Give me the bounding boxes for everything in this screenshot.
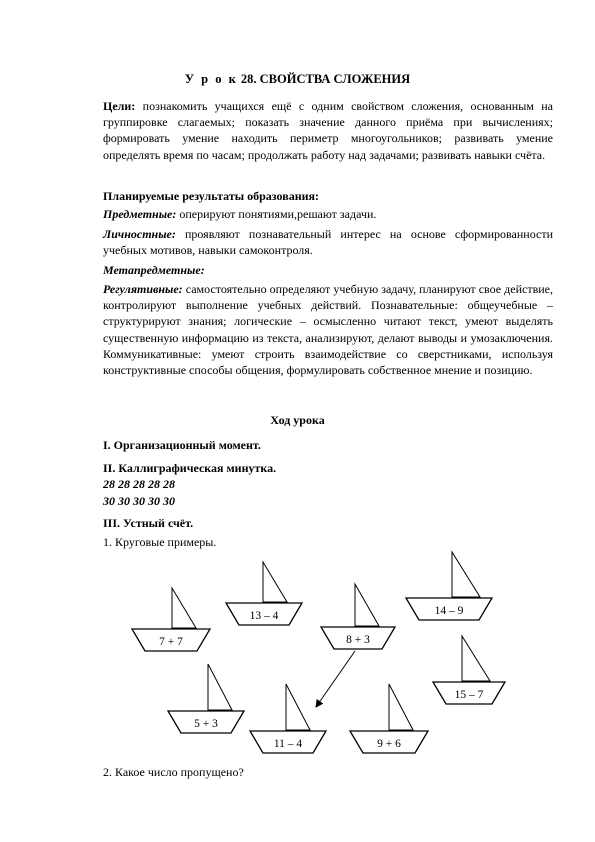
section-organizational: I. Организационный момент. [103, 438, 261, 452]
personal-text: проявляют познавательный интерес на основе сформированности учебных мотивов, навыки самоконтроля. [103, 227, 553, 258]
section-calligraphy: II. Каллиграфическая минутка. [103, 461, 277, 475]
boat-6-expression: 5 + 3 [194, 718, 218, 730]
goals-label: Цели: [103, 99, 136, 113]
task-circular-examples: 1. Круговые примеры. [103, 535, 217, 549]
lesson-title-text: 28. СВОЙСТВА СЛОЖЕНИЯ [240, 72, 411, 86]
arrow-connector [316, 651, 355, 707]
task-missing-number: 2. Какое число пропущено? [103, 765, 244, 779]
planned-results-heading: Планируемые результаты образования: [103, 189, 320, 203]
boat-8-expression: 9 + 6 [377, 738, 401, 750]
boat-3 [321, 584, 395, 649]
boat-5 [433, 636, 505, 704]
calligraphy-line-1: 28 28 28 28 28 [103, 477, 175, 491]
boat-2 [226, 562, 302, 625]
personal-label: Личностные: [103, 227, 176, 241]
boat-7 [250, 684, 326, 753]
subject-text: оперируют понятиями,решают задачи. [176, 207, 377, 221]
boat-3-expression: 8 + 3 [346, 634, 370, 646]
meta-heading: Метапредметные: [103, 263, 205, 277]
subject-label: Предметные: [103, 207, 177, 221]
boat-1-expression: 7 + 7 [159, 636, 183, 648]
regulative-text: самостоятельно определяют учебную задачу, планируют свое действие, контролируют выполнение учебных действий. Познавательные: общеучебные – структурируют знания; логические – осмысленно читают текст, умеют выделять существенную информацию из текста, анализируют, делают выводы и умозаключения. Коммуникативные: умеют строить взаимодействие со сверстниками, используя конструктивные способы общения, формулировать собственное мнение и позицию. [103, 282, 553, 378]
goals-text: познакомить учащихся ещё с одним свойством сложения, основанным на группировке слагаемых; показать значение данного приёма при вычислениях; формировать умение находить периметр многоугольников; развивать умение определять время по часам; продолжать работу над задачами; развивать навыки счёта. [103, 99, 553, 162]
lesson-title-prefix: У р о к [184, 72, 238, 86]
course-heading: Ход урока [270, 413, 325, 427]
boat-5-expression: 15 – 7 [454, 689, 484, 701]
boat-7-expression: 11 – 4 [273, 738, 303, 750]
boat-6 [168, 664, 244, 733]
regulative-label: Регулятивные: [103, 282, 183, 296]
boat-4-expression: 14 – 9 [434, 605, 464, 617]
section-oral-count: III. Устный счёт. [103, 516, 194, 530]
boat-2-expression: 13 – 4 [249, 610, 279, 622]
boat-1 [132, 588, 210, 651]
calligraphy-line-2: 30 30 30 30 30 [103, 494, 175, 508]
boat-4 [406, 552, 492, 620]
boat-8 [350, 684, 428, 753]
